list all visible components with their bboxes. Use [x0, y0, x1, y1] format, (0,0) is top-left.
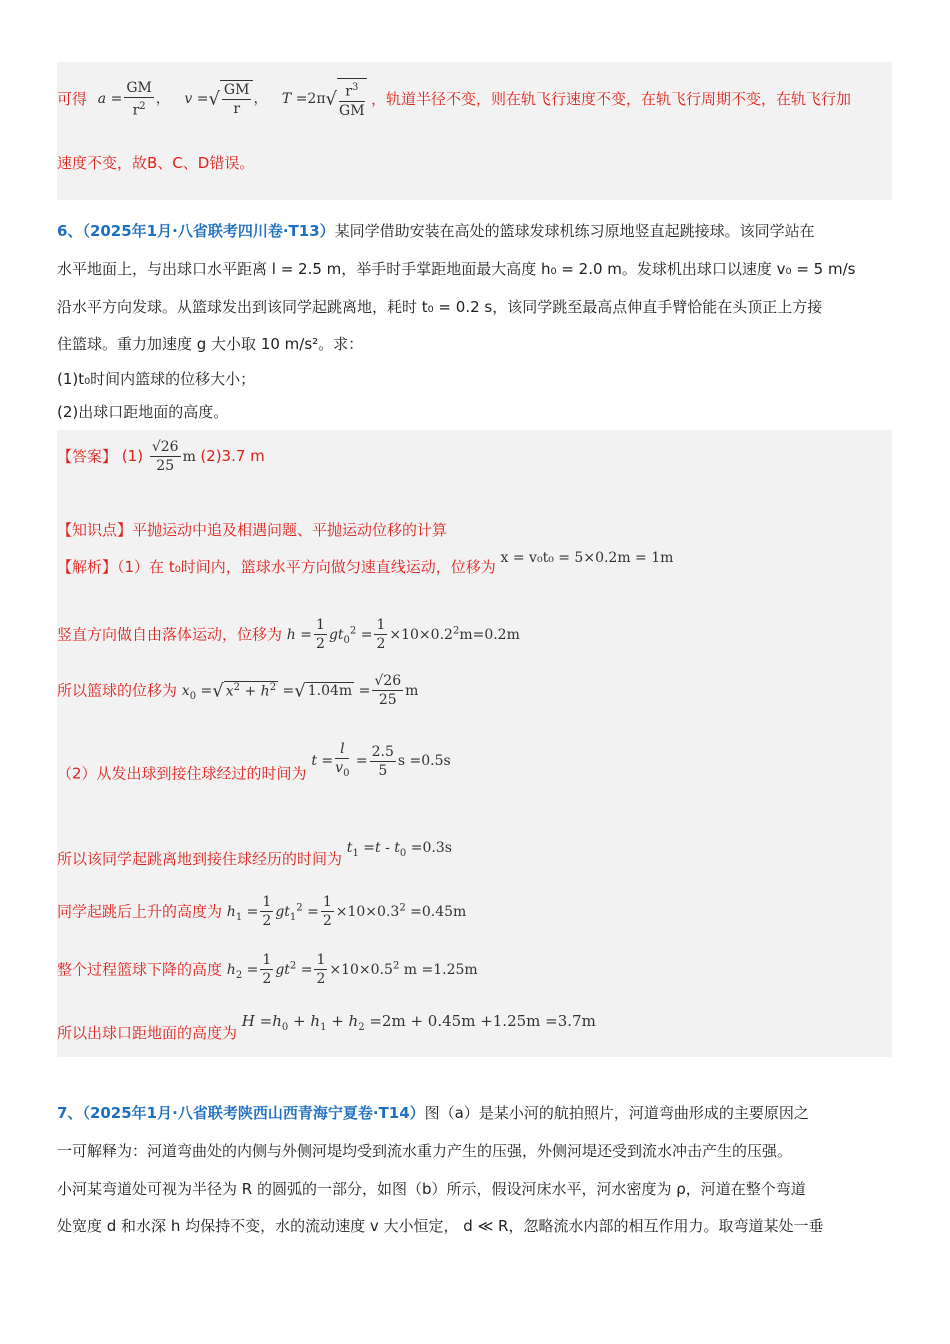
- q6-line-2: 水平地面上，与出球口水平距离 l = 2.5 m，举手时手掌距地面最大高度 h₀ = 2.0 m。发球机出球口以速度 v₀ = 5 m/s: [57, 260, 856, 278]
- analysis-step-8: [57, 1010, 596, 1042]
- step-2-equation: h = $\frac{1}{2}$ $gt_0^2$ = $\frac{1}{2}$ $\times 10\times 0.2^2m=0.2m$: [286, 617, 520, 652]
- answer-part1-unit: m: [182, 448, 196, 465]
- q6-line-4: 住篮球。重力加速度 g 大小取 10 m/s²。求：: [57, 335, 364, 353]
- q7-line-1: [57, 1102, 809, 1123]
- step-3-text: 所以篮球的位移为: [57, 681, 178, 700]
- analysis-label: 【解析】: [57, 558, 118, 576]
- q6-subquestion-2: (2)出球口距地面的高度。: [57, 403, 229, 421]
- analysis-step-2: [57, 616, 520, 653]
- answer-part1-prefix: (1): [121, 447, 144, 465]
- step-8-text: 所以出球口距地面的高度为: [57, 1024, 238, 1042]
- step-1-text: （1）在 t₀时间内，篮球水平方向做匀速直线运动，位移为: [117, 558, 496, 576]
- q6-number: 6、: [57, 222, 83, 240]
- step-5-equation: $t_1 =t - t_0 =0.3s$: [346, 840, 452, 859]
- previous-answer-line-2: 速度不变，故B、C、D错误。: [57, 154, 255, 172]
- step-3-equation: $x_0$ =√ $x^2 + h^2$ =√ 1.04m = $\frac{√26}{25}$ m: [181, 673, 419, 708]
- q7-line-4: 处宽度 d 和水深 h 均保持不变，水的流动速度 v 大小恒定， d ≪ R，忽略流水内部的相互作用力。取弯道某处一垂: [57, 1217, 824, 1235]
- analysis-step-7: [57, 951, 478, 988]
- q7-source: （2025年1月·八省联考陕西山西青海宁夏卷·T14）: [82, 1104, 425, 1122]
- step-5-text: 所以该同学起跳离地到接住球经历的时间为: [57, 850, 343, 868]
- q7-text-1: 图（a）是某小河的航拍照片，河道弯曲形成的主要原因之: [424, 1104, 809, 1122]
- step-4-text: （2）从发出球到接住球经过的时间为: [57, 764, 307, 783]
- previous-answer-line-1: [57, 78, 851, 120]
- answer-line: [57, 438, 265, 475]
- prefix-text: 可得: [57, 89, 88, 108]
- step-4-equation: t = $\frac{l}{v_0}$ = $\frac{2.5}{5}$ s =0.5s: [311, 741, 451, 779]
- step-1-equation: x = v₀t₀ = 5×0.2m = 1m: [500, 550, 674, 566]
- analysis-step-1: [57, 550, 674, 577]
- formula-T: T =2π√ $\frac{r^3}{GM}$: [282, 91, 371, 107]
- step-7-text: 整个过程篮球下降的高度: [57, 960, 223, 979]
- formula-a: a = $\frac{GM}{r^2}$ ，: [97, 79, 175, 119]
- answer-label: 【答案】: [57, 447, 118, 466]
- q6-line-1: [57, 220, 815, 241]
- step-6-text: 同学起跳后上升的高度为: [57, 902, 223, 921]
- step-2-text: 竖直方向做自由落体运动，位移为: [57, 625, 283, 644]
- previous-answer-text: ，轨道半径不变，则在轨飞行速度不变，在轨飞行周期不变，在轨飞行加: [371, 89, 852, 108]
- answer-part1-denominator: 25: [156, 458, 175, 474]
- step-6-equation: $h_1$ = $\frac{1}{2}$ $gt_1^2$ = $\frac{1}{2}$ $\times 10\times 0.3^2 =0.45m$: [226, 894, 467, 929]
- knowledge-label: 【知识点】: [57, 521, 133, 539]
- q7-number: 7、: [57, 1104, 83, 1122]
- answer-part2: (2)3.7 m: [200, 447, 265, 465]
- q7-line-3: 小河某弯道处可视为半径为 R 的圆弧的一部分，如图（b）所示，假设河床水平，河水密度为 ρ，河道在整个弯道: [57, 1180, 806, 1198]
- step-7-equation: $h_2$ = $\frac{1}{2}$ $gt^2$ = $\frac{1}{2}$ $\times 10\times 0.5^2$ m =1.25m: [226, 952, 478, 987]
- q6-text-1: 某同学借助安装在高处的篮球发球机练习原地竖直起跳接球。该同学站在: [334, 222, 815, 240]
- analysis-step-5: [57, 836, 452, 868]
- analysis-step-6: [57, 893, 466, 930]
- step-8-equation: $H =h_0 + h_1 + h_2 =2m + 0.45m +1.25m =3.7m$: [241, 1012, 596, 1033]
- answer-part1-fraction: [148, 439, 200, 474]
- formula-v: v =√ $\frac{GM}{r}$ ，: [184, 81, 272, 117]
- analysis-step-3: [57, 672, 418, 709]
- answer-part1-numerator: √26: [151, 439, 179, 455]
- q6-subquestion-1: (1)t₀时间内篮球的位移大小；: [57, 370, 256, 388]
- q6-line-3: 沿水平方向发球。从篮球发出到该同学起跳离地，耗时 t₀ = 0.2 s，该同学跳至最高点伸直手臂恰能在头顶正上方接: [57, 298, 823, 316]
- q7-line-2: 一可解释为：河道弯曲处的内侧与外侧河堤均受到流水重力产生的压强，外侧河堤还受到流水冲击产生的压强。: [57, 1142, 793, 1160]
- q6-source: （2025年1月·八省联考四川卷·T13）: [82, 222, 335, 240]
- analysis-step-4: [57, 741, 451, 795]
- knowledge-text: 平抛运动中追及相遇问题、平抛运动位移的计算: [132, 521, 448, 539]
- knowledge-line: [57, 519, 447, 540]
